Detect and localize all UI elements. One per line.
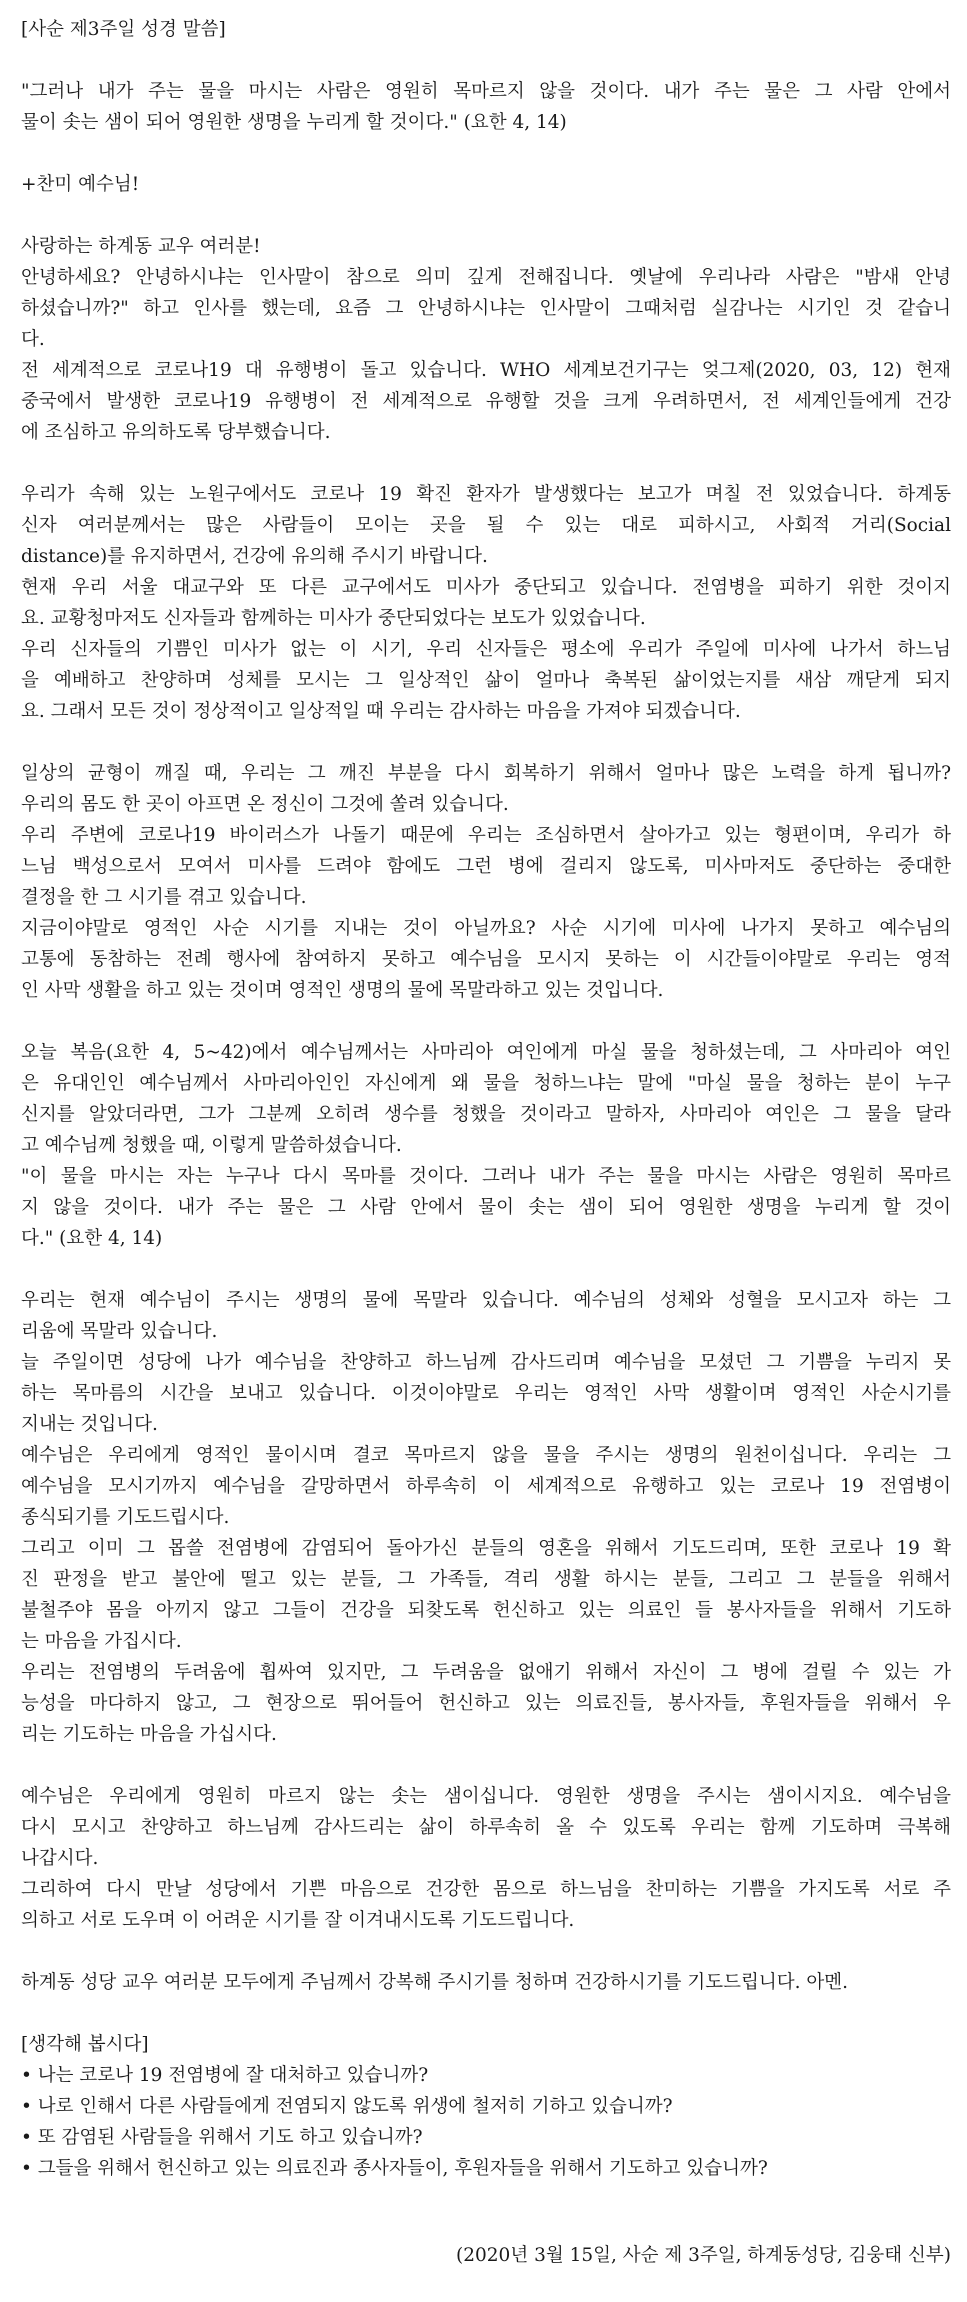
paragraph-line: 인 사막 생활을 하고 있는 것이며 영적인 생명의 물에 목말라하고 있는 것입니다. [21,980,664,1001]
paragraph-line: 예수님은 우리에게 영원히 마르지 않는 솟는 샘이십니다. 영원한 생명을 주시는 샘이시지요. 예수님을 [21,1786,951,1807]
greeting-line: 사랑하는 하계동 교우 여러분! [21,236,261,257]
paragraph-line: 지 않을 것이다. 내가 주는 물은 그 사람 안에서 물이 솟는 샘이 되어 영원한 생명을 누리게 할 것이 [21,1197,951,1218]
paragraph-line: 신지를 알았더라면, 그가 그분께 오히려 생수를 청했을 것이라고 말하자, 사마리아 여인은 그 물을 달라 [21,1104,951,1125]
paragraph-line: 하는 목마름의 시간을 보내고 있습니다. 이것이야말로 우리는 영적인 사막 생활이며 영적인 사순시기를 [21,1383,951,1404]
paragraph-line: 일상의 균형이 깨질 때, 우리는 그 깨진 부분을 다시 회복하기 위해서 얼마나 많은 노력을 하게 됩니까? [21,763,951,784]
paragraph-line: 우리의 몸도 한 곳이 아프면 온 정신이 그것에 쏠려 있습니다. [21,794,509,815]
paragraph-line: 하셨습니까?" 하고 인사를 했는데, 요즘 그 안녕하시냐는 인사말이 그때처럼 실감나는 시기인 것 같습니 [21,298,951,319]
paragraph-line: 결정을 한 그 시기를 겪고 있습니다. [21,887,307,908]
paragraph-line: 그리고 이미 그 몹쓸 전염병에 감염되어 돌아가신 분들의 영혼을 위해서 기도드리며, 또한 코로나 19 확 [21,1538,951,1559]
paragraph-line: 능성을 마다하지 않고, 그 현장으로 뛰어들어 헌신하고 있는 의료진들, 봉사자들, 후원자들을 위해서 우 [21,1693,951,1714]
paragraph-line: 는 마음을 가집시다. [21,1631,182,1652]
paragraph-line: 에 조심하고 유의하도록 당부했습니다. [21,422,331,443]
praise-line: +찬미 예수님! [21,174,140,195]
paragraph-line: 고 예수님께 청했을 때, 이렇게 말씀하셨습니다. [21,1135,402,1156]
paragraph-line: 요. 그래서 모든 것이 정상적이고 일상적일 때 우리는 감사하는 마음을 가져야 되겠습니다. [21,701,741,722]
paragraph-line: 현재 우리 서울 대교구와 또 다른 교구에서도 미사가 중단되고 있습니다. 전염병을 피하기 위한 것이지 [21,577,951,598]
signature-line: (2020년 3월 15일, 사순 제 3주일, 하계동성당, 김웅태 신부) [456,2245,951,2266]
paragraph-line: 늘 주일이면 성당에 나가 예수님을 찬양하고 하느님께 감사드리며 예수님을 모셨던 그 기쁨을 누리지 못 [21,1352,951,1373]
paragraph-line: 안녕하세요? 안녕하시냐는 인사말이 참으로 의미 깊게 전해집니다. 옛날에 우리나라 사람은 "밤새 안녕 [21,267,951,288]
closing-blessing: 하계동 성당 교우 여러분 모두에게 주님께서 강복해 주시기를 청하며 건강하시기를 기도드립니다. 아멘. [21,1972,849,1993]
reflection-item: • 나로 인해서 다른 사람들에게 전염되지 않도록 위생에 철저히 기하고 있습니까? [21,2096,673,2117]
paragraph-line: 지금이야말로 영적인 사순 시기를 지내는 것이 아닐까요? 사순 시기에 미사에 나가지 못하고 예수님의 [21,918,951,939]
paragraph-line: 을 예배하고 찬양하며 성체를 모시는 그 일상적인 삶이 얼마나 축복된 삶이었는지를 새삼 깨닫게 되지 [21,670,951,691]
paragraph-line: 그리하여 다시 만날 성당에서 기쁜 마음으로 건강한 몸으로 하느님을 찬미하는 기쁨을 가지도록 서로 주 [21,1879,951,1900]
paragraph-line: 리는 기도하는 마음을 가십시다. [21,1724,277,1745]
scripture-verse-line: "그러나 내가 주는 물을 마시는 사람은 영원히 목마르지 않을 것이다. 내가 주는 물은 그 사람 안에서 [21,81,951,102]
paragraph-line: 우리 신자들의 기쁨인 미사가 없는 이 시기, 우리 신자들은 평소에 우리가 주일에 미사에 나가서 하느님 [21,639,951,660]
paragraph-line: "이 물을 마시는 자는 누구나 다시 목마를 것이다. 그러나 내가 주는 물을 마시는 사람은 영원히 목마르 [21,1166,951,1187]
paragraph-line: 의하고 서로 도우며 이 어려운 시기를 잘 이겨내시도록 기도드립니다. [21,1910,575,1931]
paragraph-line: 다. [21,329,45,350]
paragraph-line: 리움에 목말라 있습니다. [21,1321,218,1342]
reflection-heading: [생각해 봅시다] [21,2034,149,2055]
paragraph-line: 우리 주변에 코로나19 바이러스가 나돌기 때문에 우리는 조심하면서 살아가고 있는 형편이며, 우리가 하 [21,825,951,846]
paragraph-line: 나갑시다. [21,1848,99,1869]
scripture-verse-line: 물이 솟는 샘이 되어 영원한 생명을 누리게 할 것이다." (요한 4, 14) [21,112,567,133]
reflection-item: • 또 감염된 사람들을 위해서 기도 하고 있습니까? [21,2127,423,2148]
paragraph-line: distance)를 유지하면서, 건강에 유의해 주시기 바랍니다. [21,546,488,567]
paragraph-line: 우리는 전염병의 두려움에 휩싸여 있지만, 그 두려움을 없애기 위해서 자신이 그 병에 걸릴 수 있는 가 [21,1662,951,1683]
paragraph-line: 종식되기를 기도드립시다. [21,1507,230,1528]
paragraph-line: 중국에서 발생한 코로나19 유행병이 전 세계적으로 유행할 것을 크게 우려하면서, 전 세계인들에게 건강 [21,391,951,412]
paragraph-line: 고통에 동참하는 전례 행사에 참여하지 못하고 예수님을 모시지 못하는 이 시간들이야말로 우리는 영적 [21,949,951,970]
paragraph-line: 느님 백성으로서 모여서 미사를 드려야 함에도 그런 병에 걸리지 않도록, 미사마저도 중단하는 중대한 [21,856,951,877]
paragraph-line: 우리는 현재 예수님이 주시는 생명의 물에 목말라 있습니다. 예수님의 성체와 성혈을 모시고자 하는 그 [21,1290,951,1311]
paragraph-line: 불철주야 몸을 아끼지 않고 그들이 건강을 되찾도록 헌신하고 있는 의료인 들 봉사자들을 위해서 기도하 [21,1600,951,1621]
paragraph-line: 오늘 복음(요한 4, 5~42)에서 예수님께서는 사마리아 여인에게 마실 물을 청하셨는데, 그 사마리아 여인 [21,1042,951,1063]
paragraph-line: 요. 교황청마저도 신자들과 함께하는 미사가 중단되었다는 보도가 있었습니다. [21,608,646,629]
paragraph-line: 전 세계적으로 코로나19 대 유행병이 돌고 있습니다. WHO 세계보건기구는 엊그제(2020, 03, 12) 현재 [21,360,951,381]
paragraph-line: 예수님을 모시기까지 예수님을 갈망하면서 하루속히 이 세계적으로 유행하고 있는 코로나 19 전염병이 [21,1476,951,1497]
reflection-item: • 그들을 위해서 헌신하고 있는 의료진과 종사자들이, 후원자들을 위해서 기도하고 있습니까? [21,2158,768,2179]
paragraph-line: 지내는 것입니다. [21,1414,158,1435]
document-title: [사순 제3주일 성경 말씀] [21,19,226,40]
paragraph-line: 예수님은 우리에게 영적인 물이시며 결코 목마르지 않을 물을 주시는 생명의 원천이십니다. 우리는 그 [21,1445,951,1466]
paragraph-line: 진 판정을 받고 불안에 떨고 있는 분들, 그 가족들, 격리 생활 하시는 분들, 그리고 그 분들을 위해서 [21,1569,951,1590]
paragraph-line: 신자 여러분께서는 많은 사람들이 모이는 곳을 될 수 있는 대로 피하시고, 사회적 거리(Social [21,515,951,536]
reflection-item: • 나는 코로나 19 전염병에 잘 대처하고 있습니까? [21,2065,429,2086]
paragraph-line: 은 유대인인 예수님께서 사마리아인인 자신에게 왜 물을 청하느냐는 말에 "마실 물을 청하는 분이 누구 [21,1073,951,1094]
paragraph-line: 다시 모시고 찬양하고 하느님께 감사드리는 삶이 하루속히 올 수 있도록 우리는 함께 기도하며 극복해 [21,1817,951,1838]
paragraph-line: 다." (요한 4, 14) [21,1228,163,1249]
paragraph-line: 우리가 속해 있는 노원구에서도 코로나 19 확진 환자가 발생했다는 보고가 며칠 전 있었습니다. 하계동 [21,484,951,505]
homily-text [21,14,951,2184]
